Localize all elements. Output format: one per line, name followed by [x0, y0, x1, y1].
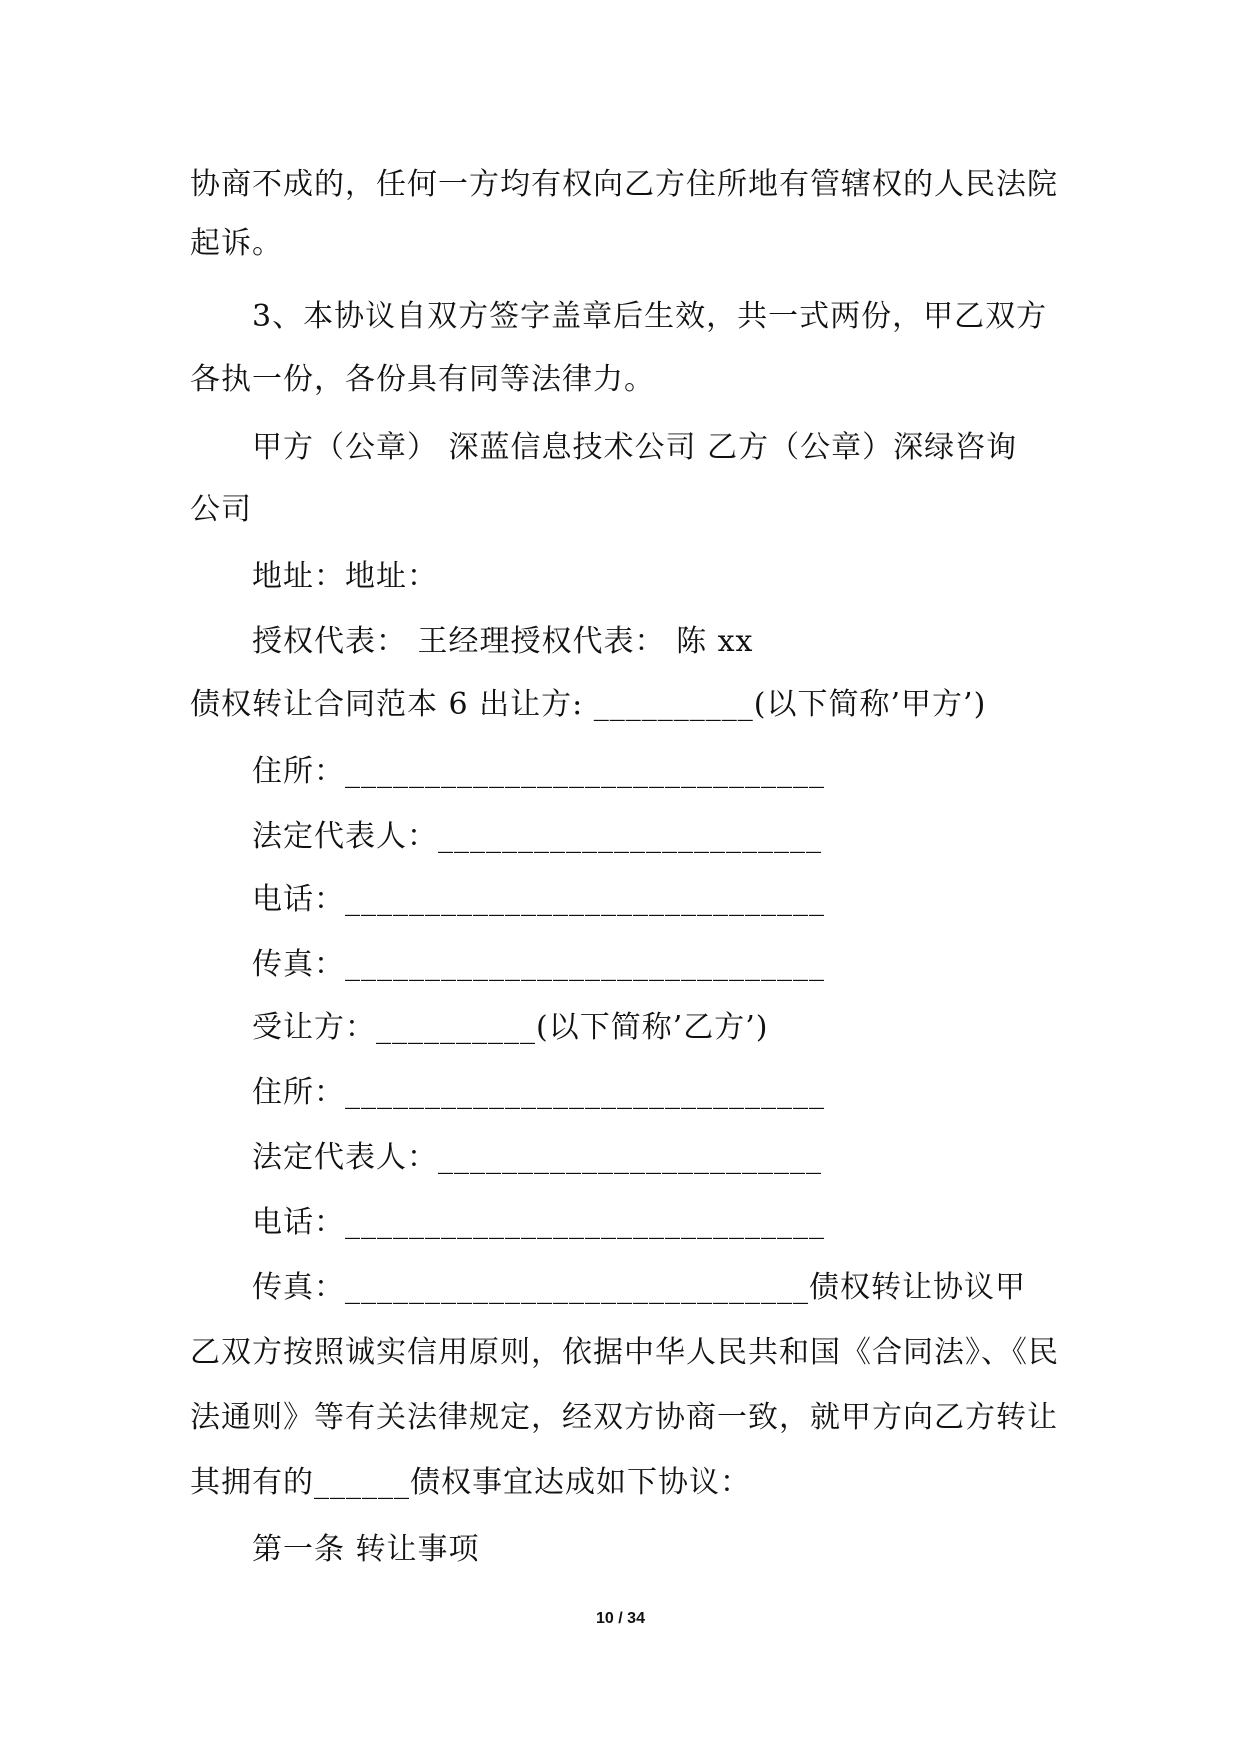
text-line: 公司	[190, 492, 252, 527]
form-field-line: 住所：______________________________	[252, 754, 825, 789]
text-line: 各执一份，各份具有同等法律力。	[190, 362, 655, 397]
form-field-line: 受让方：__________(以下简称’乙方’)	[252, 1010, 769, 1045]
text-line: 地址：地址：	[252, 559, 438, 594]
text-line: 授权代表： 王经理授权代表： 陈 xx	[252, 624, 754, 659]
form-field-line: 电话：______________________________	[252, 1205, 825, 1240]
page-number: 10 / 34	[596, 1610, 645, 1627]
text-line: 协商不成的，任何一方均有权向乙方住所地有管辖权的人民法院	[190, 167, 1058, 202]
text-line: 3、本协议自双方签字盖章后生效，共一式两份，甲乙双方	[252, 299, 1048, 334]
form-field-line: 传真：_____________________________债权转让协议甲	[252, 1270, 1026, 1305]
form-field-line: 传真：______________________________	[252, 947, 825, 982]
text-line: 其拥有的______债权事宜达成如下协议：	[190, 1465, 751, 1500]
text-line: 乙双方按照诚实信用原则，依据中华人民共和国《合同法》、《民	[190, 1335, 1059, 1370]
text-line: 起诉。	[190, 226, 283, 261]
text-line: 法通则》等有关法律规定，经双方协商一致，就甲方向乙方转让	[190, 1400, 1058, 1435]
form-field-line: 法定代表人：________________________	[252, 1140, 822, 1175]
form-field-line: 电话：______________________________	[252, 882, 825, 917]
form-field-line: 法定代表人：________________________	[252, 819, 822, 854]
form-field-line: 住所：______________________________	[252, 1075, 825, 1110]
article-heading: 第一条 转让事项	[252, 1532, 480, 1567]
text-line: 甲方（公章） 深蓝信息技术公司 乙方（公章）深绿咨询	[252, 430, 1018, 465]
section-heading-line: 债权转让合同范本 6 出让方: __________(以下简称’甲方’)	[190, 687, 987, 722]
